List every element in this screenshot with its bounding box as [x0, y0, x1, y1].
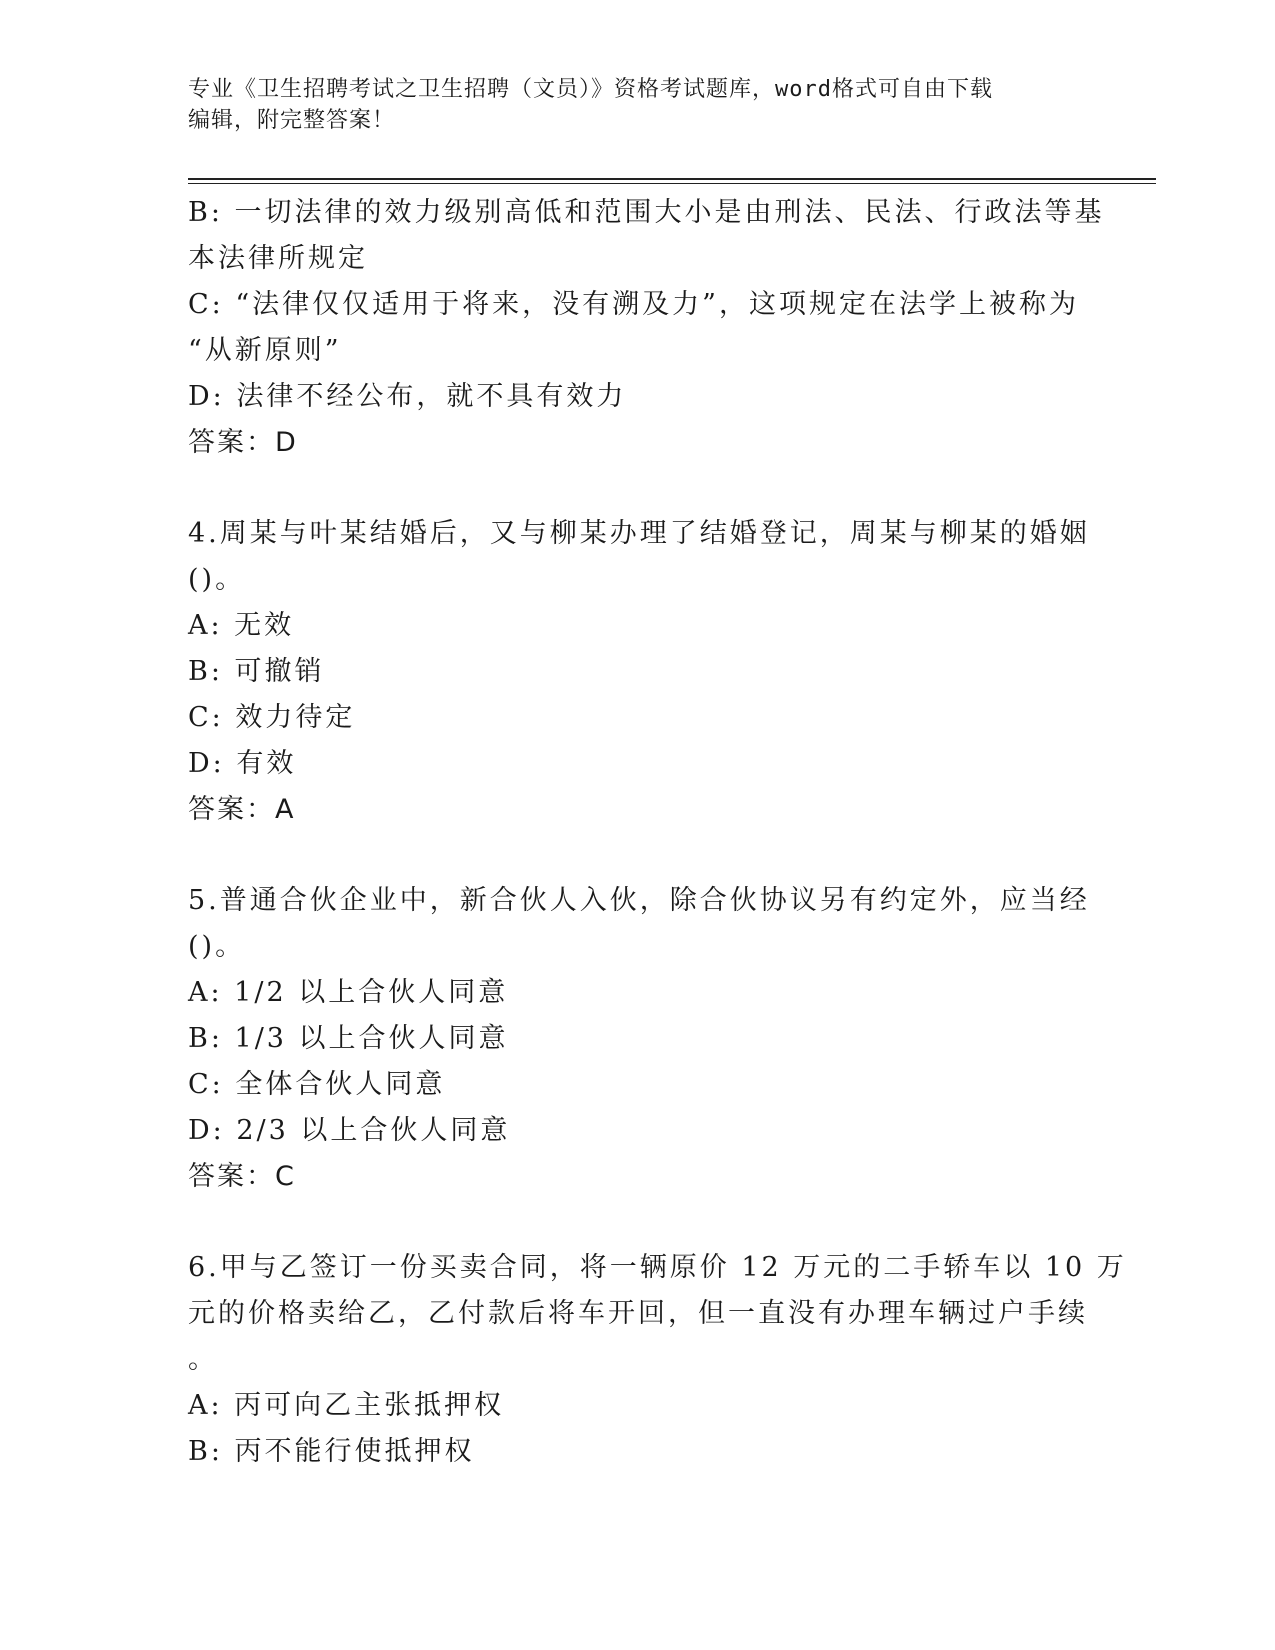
- question-3-option-d: D: 法律不经公布，就不具有效力: [188, 381, 627, 412]
- question-6-option-a: A: 丙可向乙主张抵押权: [188, 1390, 505, 1421]
- question-6-stem-line-1: 6.甲与乙签订一份买卖合同，将一辆原价 12 万元的二手轿车以 10 万: [188, 1252, 1127, 1283]
- question-6-stem-line-2: 元的价格卖给乙，乙付款后将车开回，但一直没有办理车辆过户手续: [188, 1298, 1088, 1329]
- question-5-stem-line-1: 5.普通合伙企业中，新合伙人入伙，除合伙协议另有约定外，应当经: [188, 885, 1090, 916]
- question-5-stem-line-2: ()。: [188, 931, 246, 962]
- question-6: [188, 1245, 1127, 1475]
- question-3-fragment: [188, 190, 1105, 466]
- question-3-option-c-line-1: C: “法律仅仅适用于将来，没有溯及力”，这项规定在法学上被称为: [188, 289, 1079, 320]
- question-4: [188, 511, 1088, 833]
- header-rule-thin: [188, 183, 1156, 184]
- question-3-option-b-line-2: 本法律所规定: [188, 243, 368, 274]
- header-line-1: 专业《卫生招聘考试之卫生招聘（文员）》资格考试题库，word格式可自由下载: [188, 77, 993, 102]
- question-6-option-b: B: 丙不能行使抵押权: [188, 1436, 475, 1467]
- question-6-stem-line-3: 。: [188, 1344, 218, 1375]
- question-5-option-d: D: 2/3 以上合伙人同意: [188, 1115, 511, 1146]
- question-4-option-a: A: 无效: [188, 610, 295, 641]
- document-body: [188, 190, 1127, 1475]
- question-4-option-d: D: 有效: [188, 748, 297, 779]
- question-3-option-b-line-1: B: 一切法律的效力级别高低和范围大小是由刑法、民法、行政法等基: [188, 197, 1105, 228]
- spacer: [188, 833, 1088, 878]
- header-line-2: 编辑，附完整答案！: [188, 108, 396, 133]
- question-5-option-a: A: 1/2 以上合伙人同意: [188, 977, 509, 1008]
- question-4-option-b: B: 可撤销: [188, 656, 325, 687]
- header-rule-thick: [188, 178, 1156, 180]
- question-4-answer: 答案：A: [188, 794, 296, 825]
- question-3-answer: 答案：D: [188, 427, 298, 458]
- question-4-stem-line-1: 4.周某与叶某结婚后，又与柳某办理了结婚登记，周某与柳某的婚姻: [188, 518, 1090, 549]
- document-header: [188, 74, 1088, 136]
- question-4-stem-line-2: ()。: [188, 564, 246, 595]
- question-5-option-c: C: 全体合伙人同意: [188, 1069, 446, 1100]
- question-5-option-b: B: 1/3 以上合伙人同意: [188, 1023, 509, 1054]
- question-5: [188, 878, 1088, 1200]
- question-4-option-c: C: 效力待定: [188, 702, 356, 733]
- question-5-answer: 答案：C: [188, 1161, 296, 1192]
- question-3-option-c-line-2: “从新原则”: [188, 335, 342, 366]
- spacer: [188, 1200, 1088, 1245]
- spacer: [188, 466, 1088, 511]
